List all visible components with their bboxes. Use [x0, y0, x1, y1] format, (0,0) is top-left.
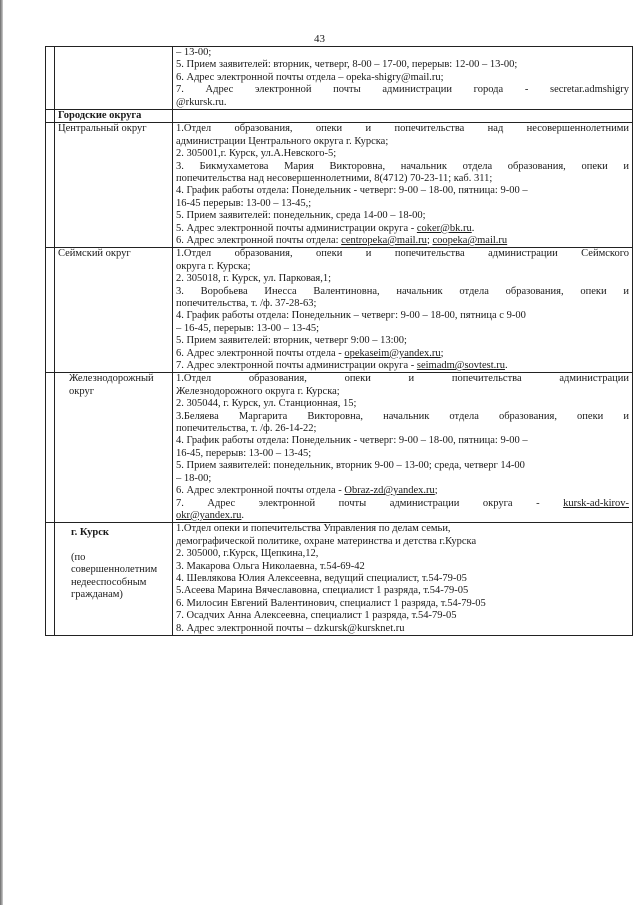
detail-line: – 16-45, перерыв: 13-00 – 13-45;: [176, 322, 320, 334]
index-cell: [46, 523, 55, 636]
detail-line: 3.Беляева Маргарита Викторовна, начальник отдела образования, опеки и: [176, 410, 629, 422]
district-details: [173, 123, 633, 248]
detail-line: 6. Адрес электронной почты отдела - Obraz-zd@yandex.ru;: [176, 485, 438, 497]
district-name: Центральный округ: [55, 123, 173, 248]
detail-line: 2. 305044, г. Курск, ул. Станционная, 15;: [176, 398, 357, 410]
detail-line: 5. Прием заявителей: понедельник, среда 14-00 – 18-00;: [176, 210, 426, 222]
index-cell: [46, 47, 55, 110]
detail-line: 6. Адрес электронной почты отдела – opeka-shigry@mail.ru;: [176, 71, 444, 83]
table-row-district: [46, 523, 633, 636]
detail-line: 7. Адрес электронной почты администрации города - secretar.admshigry: [176, 84, 629, 96]
detail-line: 5.Асеева Марина Вячеславовна, специалист 1 разряда, т.54-79-05: [176, 585, 469, 597]
detail-line: 7. Осадчих Анна Алексеевна, специалист 1 разряда, т.54-79-05: [176, 610, 457, 622]
detail-line: 5. Прием заявителей: вторник, четверг 9:00 – 13:00;: [176, 335, 407, 347]
index-cell: [46, 248, 55, 373]
detail-line: 4. График работы отдела: Понедельник - четверг: 9-00 – 18-00, пятница: 9-00 –: [176, 435, 528, 447]
scan-edge-shadow: [0, 0, 3, 905]
district-details: [173, 523, 633, 636]
detail-line: 2. 305001,г. Курск, ул.А.Невского-5;: [176, 148, 337, 160]
index-cell: [46, 110, 55, 123]
detail-line: округа г. Курска;: [176, 260, 251, 272]
detail-line: 4. График работы отдела: Понедельник – четверг: 9-00 – 18-00, пятница с 9-00: [176, 310, 526, 322]
detail-line: попечительства над несовершеннолетними, 8(4712) 70-23-11; каб. 311;: [176, 173, 493, 185]
detail-line: 2. 305018, г. Курск, ул. Парковая,1;: [176, 273, 332, 285]
continuation-cell: [173, 47, 633, 110]
detail-line: попечительства, т. /ф. 26-14-22;: [176, 423, 317, 435]
district-name: Сеймский округ: [55, 248, 173, 373]
district-details: [173, 373, 633, 523]
detail-line: 7. Адрес электронной почты администрации округа - seimadm@sovtest.ru.: [176, 360, 508, 372]
table-row-district: [46, 248, 633, 373]
detail-line: – 13-00;: [176, 47, 212, 58]
detail-line: 4. График работы отдела: Понедельник - четверг: 9-00 – 18-00, пятница: 9-00 –: [176, 185, 528, 197]
detail-line: попечительства, т. /ф. 37-28-63;: [176, 298, 317, 310]
table-row-section-header: [46, 110, 633, 123]
detail-line: 1.Отдел образования, опеки и попечительства администрации: [176, 373, 629, 385]
section-detail-empty: [173, 110, 633, 123]
detail-line: 6. Адрес электронной почты отдела - opekaseim@yandex.ru;: [176, 347, 444, 359]
detail-line: администрации Центрального округа г. Курска;: [176, 135, 389, 147]
detail-line: 1.Отдел опеки и попечительства Управления по делам семьи,: [176, 523, 451, 535]
detail-line: 3. Воробьева Инесса Валентиновна, начальник отдела образования, опеки и: [176, 285, 629, 297]
page-number: 43: [314, 33, 325, 45]
detail-line: @rkursk.ru.: [176, 96, 227, 108]
detail-line: 1.Отдел образования, опеки и попечительства над несовершеннолетними: [176, 123, 629, 135]
detail-line: 6. Адрес электронной почты отдела: centropeka@mail.ru; coopeka@mail.ru: [176, 235, 508, 247]
detail-line: 7. Адрес электронной почты администрации округа - kursk-ad-kirov-: [176, 497, 629, 509]
table-row-continuation: [46, 47, 633, 110]
detail-line: 5. Прием заявителей: понедельник, вторник 9-00 – 13-00; среда, четверг 14-00: [176, 460, 525, 472]
detail-line: – 18-00;: [176, 472, 212, 484]
detail-line: 6. Милосин Евгений Валентинович, специалист 1 разряда, т.54-79-05: [176, 597, 486, 609]
index-cell: [46, 123, 55, 248]
detail-line: 3. Макарова Ольга Николаевна, т.54-69-42: [176, 560, 365, 572]
detail-line: okr@yandex.ru.: [176, 509, 244, 521]
name-cell-empty: [55, 47, 173, 110]
detail-line: 8. Адрес электронной почты – dzkursk@kursknet.ru: [176, 622, 405, 634]
district-name: г. Курск: [71, 527, 109, 539]
detail-line: Железнодорожного округа г. Курска;: [176, 385, 340, 397]
detail-line: 16-45 перерыв: 13-00 – 13-45,;: [176, 197, 312, 209]
detail-line: 5. Прием заявителей: вторник, четверг, 8-00 – 17-00, перерыв: 12-00 – 13-00;: [176, 59, 518, 71]
district-subtitle: (по совершеннолетним недееспособным гражданам): [71, 551, 158, 600]
detail-line: 1.Отдел образования, опеки и попечительства администрации Сеймского: [176, 248, 629, 260]
index-cell: [46, 373, 55, 523]
section-title: Городские округа: [55, 110, 173, 123]
detail-line: 4. Шевлякова Юлия Алексеевна, ведущий специалист, т.54-79-05: [176, 572, 467, 584]
detail-line: 5. Адрес электронной почты администрации округа - coker@bk.ru.: [176, 222, 475, 234]
district-name: Железнодорожный округ: [55, 373, 173, 523]
detail-line: 16-45, перерыв: 13-00 – 13-45;: [176, 447, 312, 459]
table-row-district: [46, 123, 633, 248]
contacts-table: [45, 46, 633, 636]
district-details: [173, 248, 633, 373]
district-name-cell: [55, 523, 173, 636]
detail-line: демографической политике, охране материнства и детства г.Курска: [176, 535, 477, 547]
detail-line: 3. Бикмухаметова Мария Викторовна, начальник отдела образования, опеки и: [176, 160, 629, 172]
detail-line: 2. 305000, г.Курск, Щепкина,12,: [176, 548, 319, 560]
table-row-district: [46, 373, 633, 523]
